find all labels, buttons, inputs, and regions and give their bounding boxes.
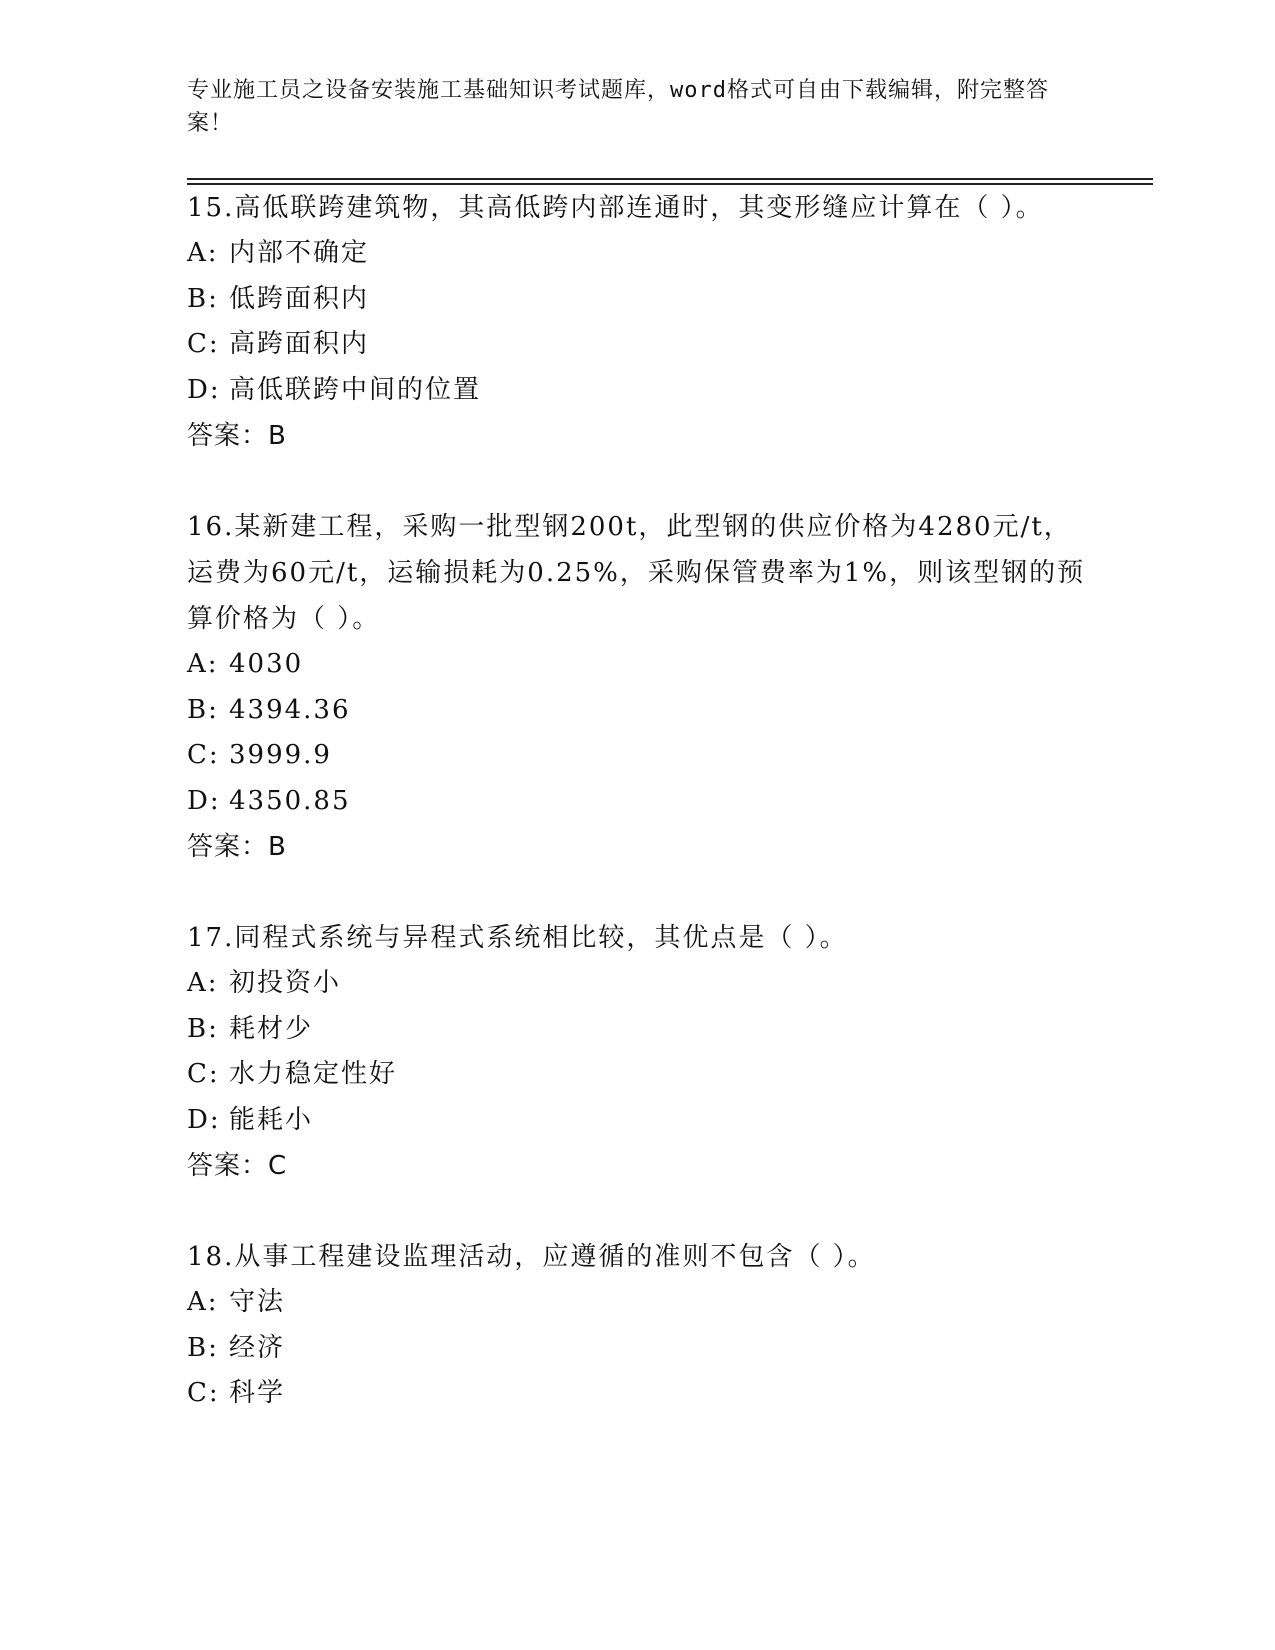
option-c bbox=[187, 1371, 1087, 1417]
option-text: 3999.9 bbox=[229, 740, 332, 770]
option-label: D: bbox=[187, 374, 221, 405]
option-c bbox=[187, 1052, 1087, 1098]
option-b bbox=[187, 1007, 1087, 1053]
option-a bbox=[187, 961, 1087, 1007]
option-label: B: bbox=[187, 283, 219, 314]
option-d bbox=[187, 779, 1087, 825]
option-label: B: bbox=[187, 694, 219, 725]
option-label: C: bbox=[187, 740, 220, 770]
question-15 bbox=[187, 185, 1087, 459]
option-label: A: bbox=[187, 649, 219, 679]
option-c bbox=[187, 733, 1087, 779]
option-text: 4350.85 bbox=[229, 785, 351, 816]
option-text: 内部不确定 bbox=[229, 238, 370, 268]
option-b bbox=[187, 1326, 1087, 1372]
option-text: 经济 bbox=[229, 1332, 286, 1363]
option-a bbox=[187, 642, 1087, 688]
option-text: 初投资小 bbox=[229, 968, 342, 998]
option-label: B: bbox=[187, 1013, 219, 1044]
header-rule-top bbox=[187, 178, 1153, 180]
option-text: 4030 bbox=[229, 649, 304, 679]
option-text: 高低联跨中间的位置 bbox=[229, 374, 482, 405]
option-label: B: bbox=[187, 1332, 219, 1363]
question-18 bbox=[187, 1234, 1087, 1417]
question-stem: 15.高低联跨建筑物，其高低跨内部连通时，其变形缝应计算在（ ）。 bbox=[187, 193, 1044, 223]
option-label: C: bbox=[187, 1059, 220, 1089]
question-stem: 16.某新建工程，采购一批型钢200t，此型钢的供应价格为4280元/t，运费为60元/t，运输损耗为0.25%，采购保管费率为1%，则该型钢的预算价格为（ ）。 bbox=[187, 512, 1086, 634]
option-text: 科学 bbox=[229, 1378, 286, 1408]
option-label: C: bbox=[187, 329, 220, 359]
option-label: A: bbox=[187, 1287, 219, 1317]
question-list bbox=[187, 185, 1087, 1462]
document-header: 专业施工员之设备安装施工基础知识考试题库，word格式可自由下载编辑，附完整答案！ bbox=[187, 78, 1049, 136]
option-a bbox=[187, 231, 1087, 277]
option-d bbox=[187, 1098, 1087, 1144]
option-text: 高跨面积内 bbox=[229, 329, 370, 359]
answer-line: 答案：B bbox=[187, 832, 287, 862]
option-text: 低跨面积内 bbox=[229, 283, 370, 314]
option-b bbox=[187, 688, 1087, 734]
question-16 bbox=[187, 504, 1087, 870]
option-label: A: bbox=[187, 238, 219, 268]
option-a bbox=[187, 1280, 1087, 1326]
answer-line: 答案：C bbox=[187, 1151, 288, 1181]
option-d bbox=[187, 368, 1087, 414]
option-text: 耗材少 bbox=[229, 1013, 314, 1044]
option-text: 守法 bbox=[229, 1287, 286, 1317]
option-label: D: bbox=[187, 1104, 221, 1135]
option-text: 水力稳定性好 bbox=[229, 1059, 398, 1089]
question-stem: 17.同程式系统与异程式系统相比较，其优点是（ ）。 bbox=[187, 923, 848, 953]
option-b bbox=[187, 277, 1087, 323]
option-label: D: bbox=[187, 785, 221, 816]
option-text: 能耗小 bbox=[229, 1104, 314, 1135]
question-stem: 18.从事工程建设监理活动，应遵循的准则不包含（ ）。 bbox=[187, 1242, 876, 1272]
option-c bbox=[187, 322, 1087, 368]
option-text: 4394.36 bbox=[229, 694, 351, 725]
option-label: A: bbox=[187, 968, 219, 998]
option-label: C: bbox=[187, 1378, 220, 1408]
question-17 bbox=[187, 915, 1087, 1189]
answer-line: 答案：B bbox=[187, 421, 287, 451]
